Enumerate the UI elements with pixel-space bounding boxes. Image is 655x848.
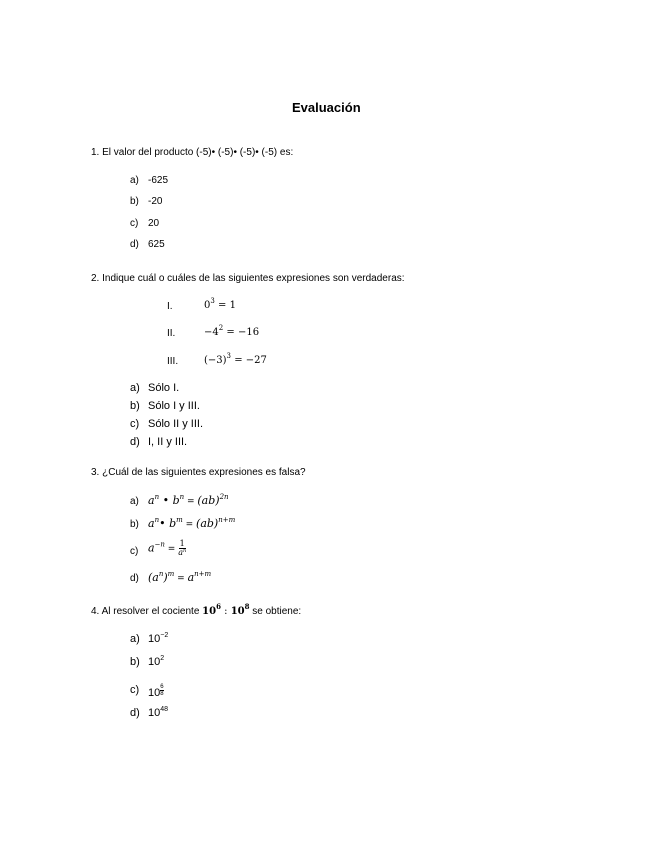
q2-statement-1 bbox=[167, 297, 236, 312]
expr-exponent: 6 bbox=[216, 602, 221, 611]
option-text: Sólo II y III. bbox=[148, 418, 204, 430]
expr-equals: = bbox=[174, 574, 188, 584]
fraction-numerator: 6 bbox=[160, 684, 164, 690]
expr-base: b bbox=[172, 494, 180, 507]
q2-option-b bbox=[130, 400, 200, 412]
expr-exponent: n bbox=[158, 570, 164, 578]
roman-numeral: II. bbox=[167, 328, 176, 339]
q2-statement-3 bbox=[167, 352, 267, 367]
option-letter: a) bbox=[130, 496, 139, 507]
expr-exponent: n bbox=[179, 493, 185, 501]
expr-exponent: n bbox=[154, 493, 160, 501]
option-letter: c) bbox=[130, 684, 140, 696]
option-letter: d) bbox=[130, 707, 140, 719]
expr-operator: • bbox=[159, 517, 170, 530]
question-1-stem: 1. El valor del producto (-5)• (-5)• (-5)• (-5) es: bbox=[91, 147, 294, 158]
expr-base: a bbox=[148, 517, 155, 530]
expr-base: −4 bbox=[204, 327, 219, 338]
expr-rhs: = −16 bbox=[223, 327, 260, 338]
expr-exponent: −2 bbox=[160, 632, 169, 639]
q2-option-c bbox=[130, 418, 204, 430]
question-3-stem: 3. ¿Cuál de las siguientes expresiones es falsa? bbox=[91, 467, 306, 478]
expr-base: 10 bbox=[148, 633, 161, 645]
q1-option-d bbox=[130, 239, 165, 250]
page-title: Evaluación bbox=[292, 100, 361, 115]
option-letter: d) bbox=[130, 436, 140, 448]
option-expression bbox=[148, 633, 168, 645]
expr-base: 10 bbox=[148, 687, 161, 699]
option-expression bbox=[148, 656, 164, 668]
q2-statement-2 bbox=[167, 324, 260, 339]
fraction-denominator: 8 bbox=[160, 691, 164, 697]
expr-equals: = bbox=[164, 544, 179, 555]
option-expression bbox=[148, 494, 229, 507]
expr-exponent: −n bbox=[154, 540, 165, 549]
expr-paren: ) bbox=[163, 571, 168, 584]
expr-operator: : bbox=[220, 606, 231, 617]
q1-option-c bbox=[130, 218, 160, 229]
expr-equals: = bbox=[184, 497, 198, 507]
expr-base: 10 bbox=[148, 656, 161, 668]
option-letter: a) bbox=[130, 175, 139, 186]
q4-option-b bbox=[130, 655, 165, 668]
roman-numeral: III. bbox=[167, 356, 179, 367]
expr-rhs: = −27 bbox=[231, 355, 267, 366]
expr-base: a bbox=[148, 494, 155, 507]
option-expression bbox=[148, 540, 186, 557]
option-expression bbox=[148, 707, 168, 719]
option-letter: d) bbox=[130, 239, 139, 250]
statement-expression bbox=[204, 324, 260, 338]
q3-option-c bbox=[130, 539, 187, 557]
expr-equals: = bbox=[182, 520, 197, 530]
option-letter: a) bbox=[130, 382, 140, 394]
expr-base: 0 bbox=[204, 300, 211, 311]
statement-expression bbox=[204, 352, 267, 366]
q1-option-a bbox=[130, 175, 169, 186]
option-letter: b) bbox=[130, 656, 140, 668]
expr-exponent: 3 bbox=[210, 297, 215, 305]
expr-exponent: m bbox=[167, 570, 175, 578]
expr-base: 10 bbox=[202, 606, 217, 617]
q4-option-c bbox=[130, 684, 164, 699]
option-letter: b) bbox=[130, 400, 140, 412]
fraction bbox=[178, 540, 186, 557]
expr-exponent: 2n bbox=[219, 493, 229, 501]
expr-operator: • bbox=[159, 494, 173, 507]
question-4-stem bbox=[91, 602, 302, 617]
fraction-denominator bbox=[178, 549, 186, 557]
expr-base: (−3) bbox=[204, 355, 227, 366]
option-letter: b) bbox=[130, 196, 139, 207]
expr-exponent: n bbox=[182, 548, 187, 554]
stem-text: se obtiene: bbox=[249, 606, 302, 617]
expr-rhs: (ab) bbox=[196, 517, 219, 530]
q3-option-a bbox=[130, 493, 229, 507]
expr-base: a bbox=[148, 541, 155, 555]
option-expression bbox=[148, 571, 211, 584]
expr-exponent: 48 bbox=[160, 706, 169, 713]
quotient-expression bbox=[202, 602, 250, 617]
expr-exponent: 8 bbox=[244, 602, 250, 611]
exponent-fraction bbox=[160, 684, 163, 697]
option-text: 625 bbox=[148, 239, 165, 250]
q1-option-b bbox=[130, 196, 163, 207]
expr-exponent: n+m bbox=[218, 516, 236, 524]
expr-exponent: 3 bbox=[226, 352, 232, 360]
expr-rhs: (ab) bbox=[197, 494, 220, 507]
option-letter: c) bbox=[130, 546, 139, 557]
option-letter: b) bbox=[130, 519, 139, 530]
option-text: Sólo I y III. bbox=[148, 400, 200, 412]
question-2-stem: 2. Indique cuál o cuáles de las siguientes expresiones son verdaderas: bbox=[91, 273, 405, 284]
option-letter: c) bbox=[130, 218, 139, 229]
expr-rhs: = 1 bbox=[214, 300, 236, 311]
option-letter: a) bbox=[130, 633, 140, 645]
option-text: -625 bbox=[148, 175, 169, 186]
option-text: I, II y III. bbox=[148, 436, 188, 448]
option-letter: d) bbox=[130, 573, 139, 584]
option-text: -20 bbox=[148, 196, 163, 207]
expr-base: a bbox=[178, 548, 183, 557]
q3-option-b bbox=[130, 516, 236, 530]
option-expression bbox=[148, 517, 235, 530]
q4-option-a bbox=[130, 632, 169, 645]
option-letter: c) bbox=[130, 418, 140, 430]
expr-base: (a bbox=[148, 571, 159, 584]
expr-base: 10 bbox=[230, 606, 245, 617]
stem-text: 4. Al resolver el cociente bbox=[91, 606, 203, 617]
statement-expression bbox=[204, 297, 236, 311]
q4-option-d bbox=[130, 706, 169, 719]
expr-base: b bbox=[169, 517, 177, 530]
q2-option-d bbox=[130, 436, 188, 448]
option-expression bbox=[148, 684, 164, 699]
expr-exponent: n bbox=[154, 516, 160, 524]
option-text: Sólo I. bbox=[148, 382, 180, 394]
q3-option-d bbox=[130, 570, 212, 584]
expr-exponent: n+m bbox=[194, 570, 212, 578]
option-text: 20 bbox=[148, 218, 160, 229]
expr-exponent: 2 bbox=[160, 655, 165, 662]
expr-exponent: 2 bbox=[218, 324, 224, 332]
expr-rhs: a bbox=[187, 571, 195, 584]
roman-numeral: I. bbox=[167, 301, 173, 312]
fraction-numerator: 1 bbox=[179, 539, 185, 548]
expr-base: 10 bbox=[148, 707, 161, 719]
expr-exponent: m bbox=[176, 516, 183, 524]
q2-option-a bbox=[130, 382, 180, 394]
